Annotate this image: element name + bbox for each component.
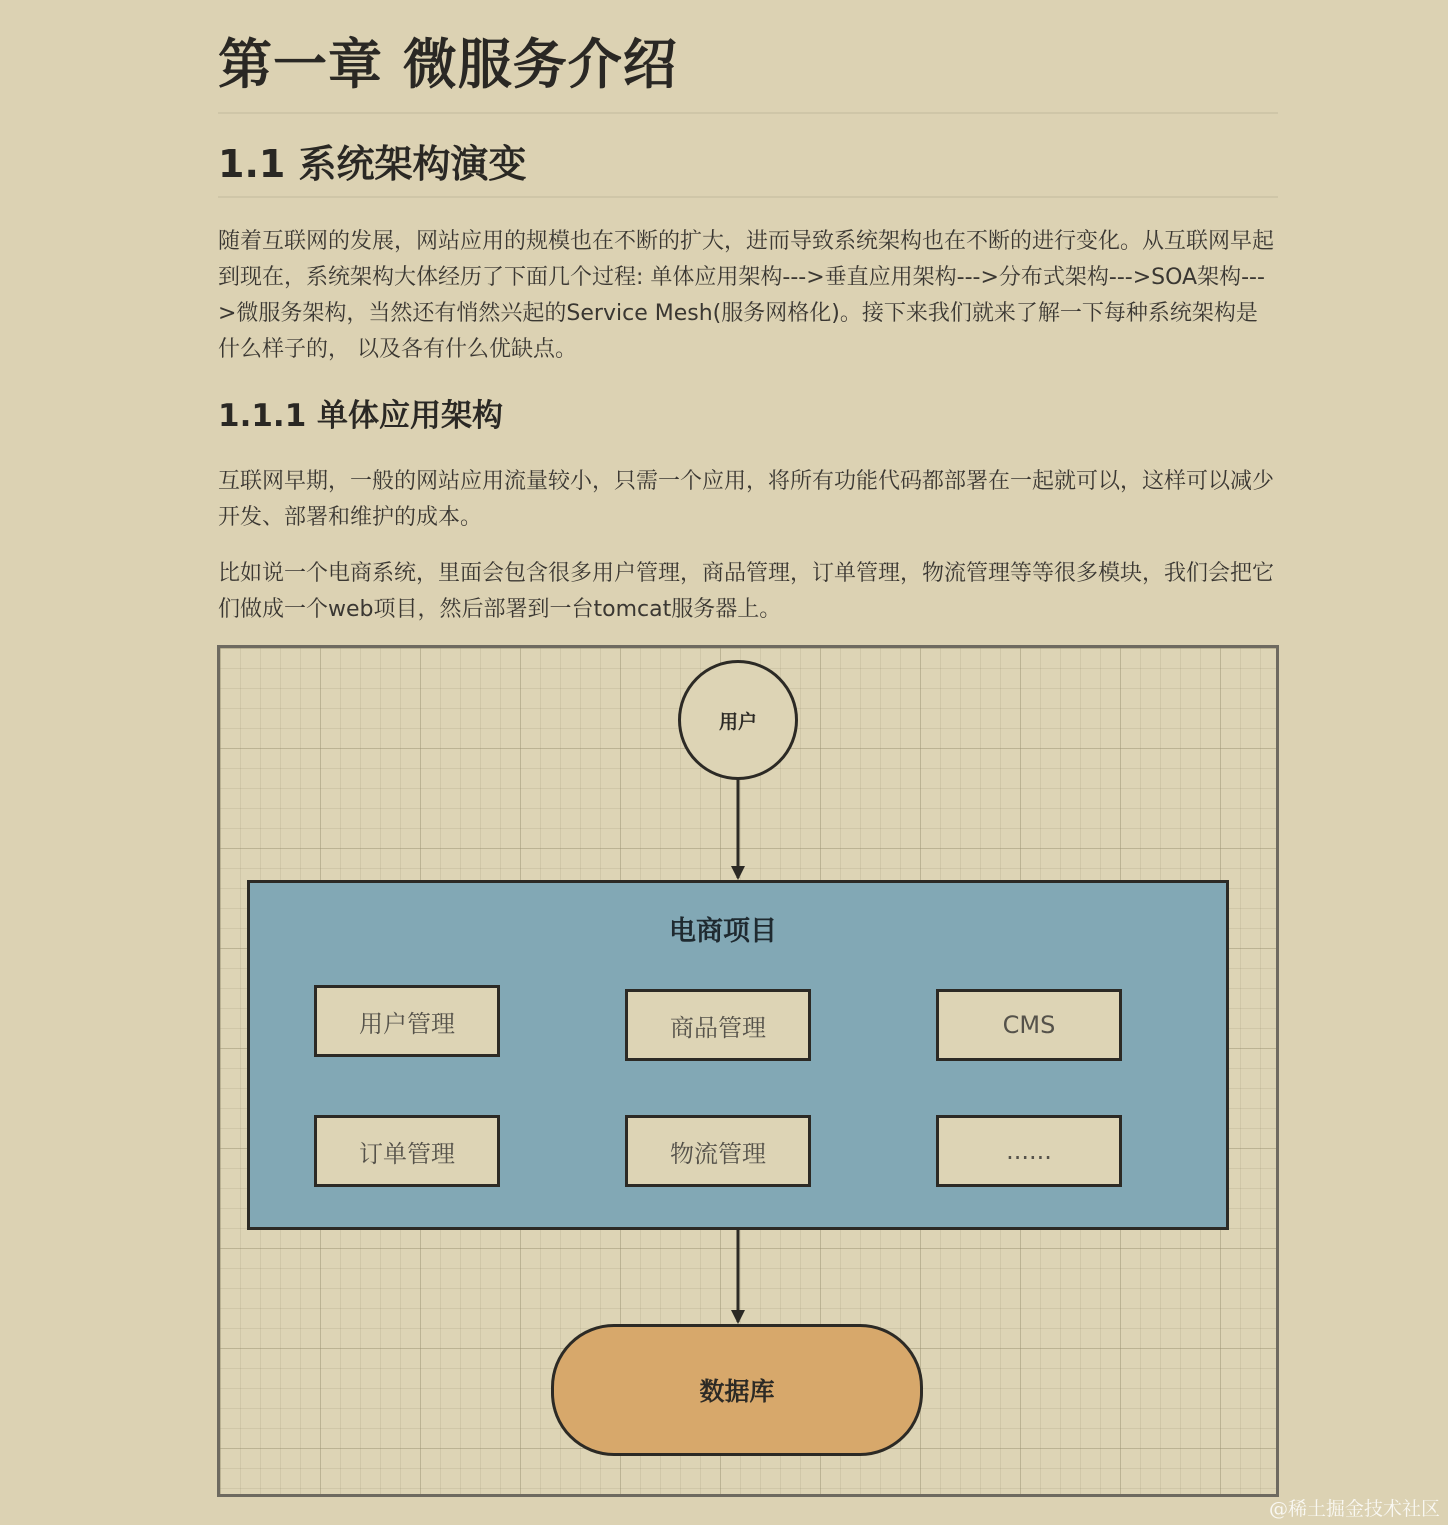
heading-divider	[218, 112, 1278, 114]
subsection-paragraph-2: 比如说一个电商系统，里面会包含很多用户管理，商品管理，订单管理，物流管理等等很多模块，我们会把它们做成一个web项目，然后部署到一台tomcat服务器上。	[218, 561, 1275, 622]
module-logistics-management	[625, 1115, 811, 1187]
subsection-title: 1.1.1 单体应用架构	[218, 398, 504, 434]
module-more	[936, 1115, 1122, 1187]
subsection-paragraph-1: 互联网早期，一般的网站应用流量较小，只需一个应用，将所有功能代码都部署在一起就可以，这样可以减少开发、部署和维护的成本。	[218, 469, 1275, 530]
module-label: CMS	[1002, 1011, 1056, 1039]
database-node	[551, 1324, 923, 1456]
ecommerce-project-container	[247, 880, 1229, 1230]
module-user-management	[314, 985, 500, 1057]
chapter-title: 第一章 微服务介绍	[218, 33, 678, 96]
module-label: 商品管理	[670, 1013, 766, 1042]
module-product-management	[625, 989, 811, 1061]
database-node-label: 数据库	[699, 1377, 775, 1406]
module-label: 订单管理	[359, 1139, 455, 1168]
module-label: ......	[1006, 1137, 1052, 1165]
module-label: 物流管理	[670, 1139, 766, 1168]
module-order-management	[314, 1115, 500, 1187]
module-label: 用户管理	[359, 1009, 455, 1038]
user-node	[678, 660, 798, 780]
user-node-label: 用户	[718, 710, 757, 733]
monolith-architecture-diagram	[217, 645, 1279, 1497]
section-paragraph: 随着互联网的发展，网站应用的规模也在不断的扩大，进而导致系统架构也在不断的进行变化。从互联网早起到现在，系统架构大体经历了下面几个过程: 单体应用架构--->垂直应用架构--->分布式架构--->SOA架构--->微服务架构，当然还有悄然兴起的Service Mesh(服务网格化)。接下来我们就来了解一下每种系统架构是什么样子的， 以及各有什么优缺点。	[218, 229, 1275, 362]
heading-divider	[218, 196, 1278, 198]
module-cms	[936, 989, 1122, 1061]
section-title: 1.1 系统架构演变	[218, 142, 527, 186]
container-title: 电商项目	[669, 916, 777, 947]
watermark: @稀土掘金技术社区	[1268, 1498, 1440, 1520]
